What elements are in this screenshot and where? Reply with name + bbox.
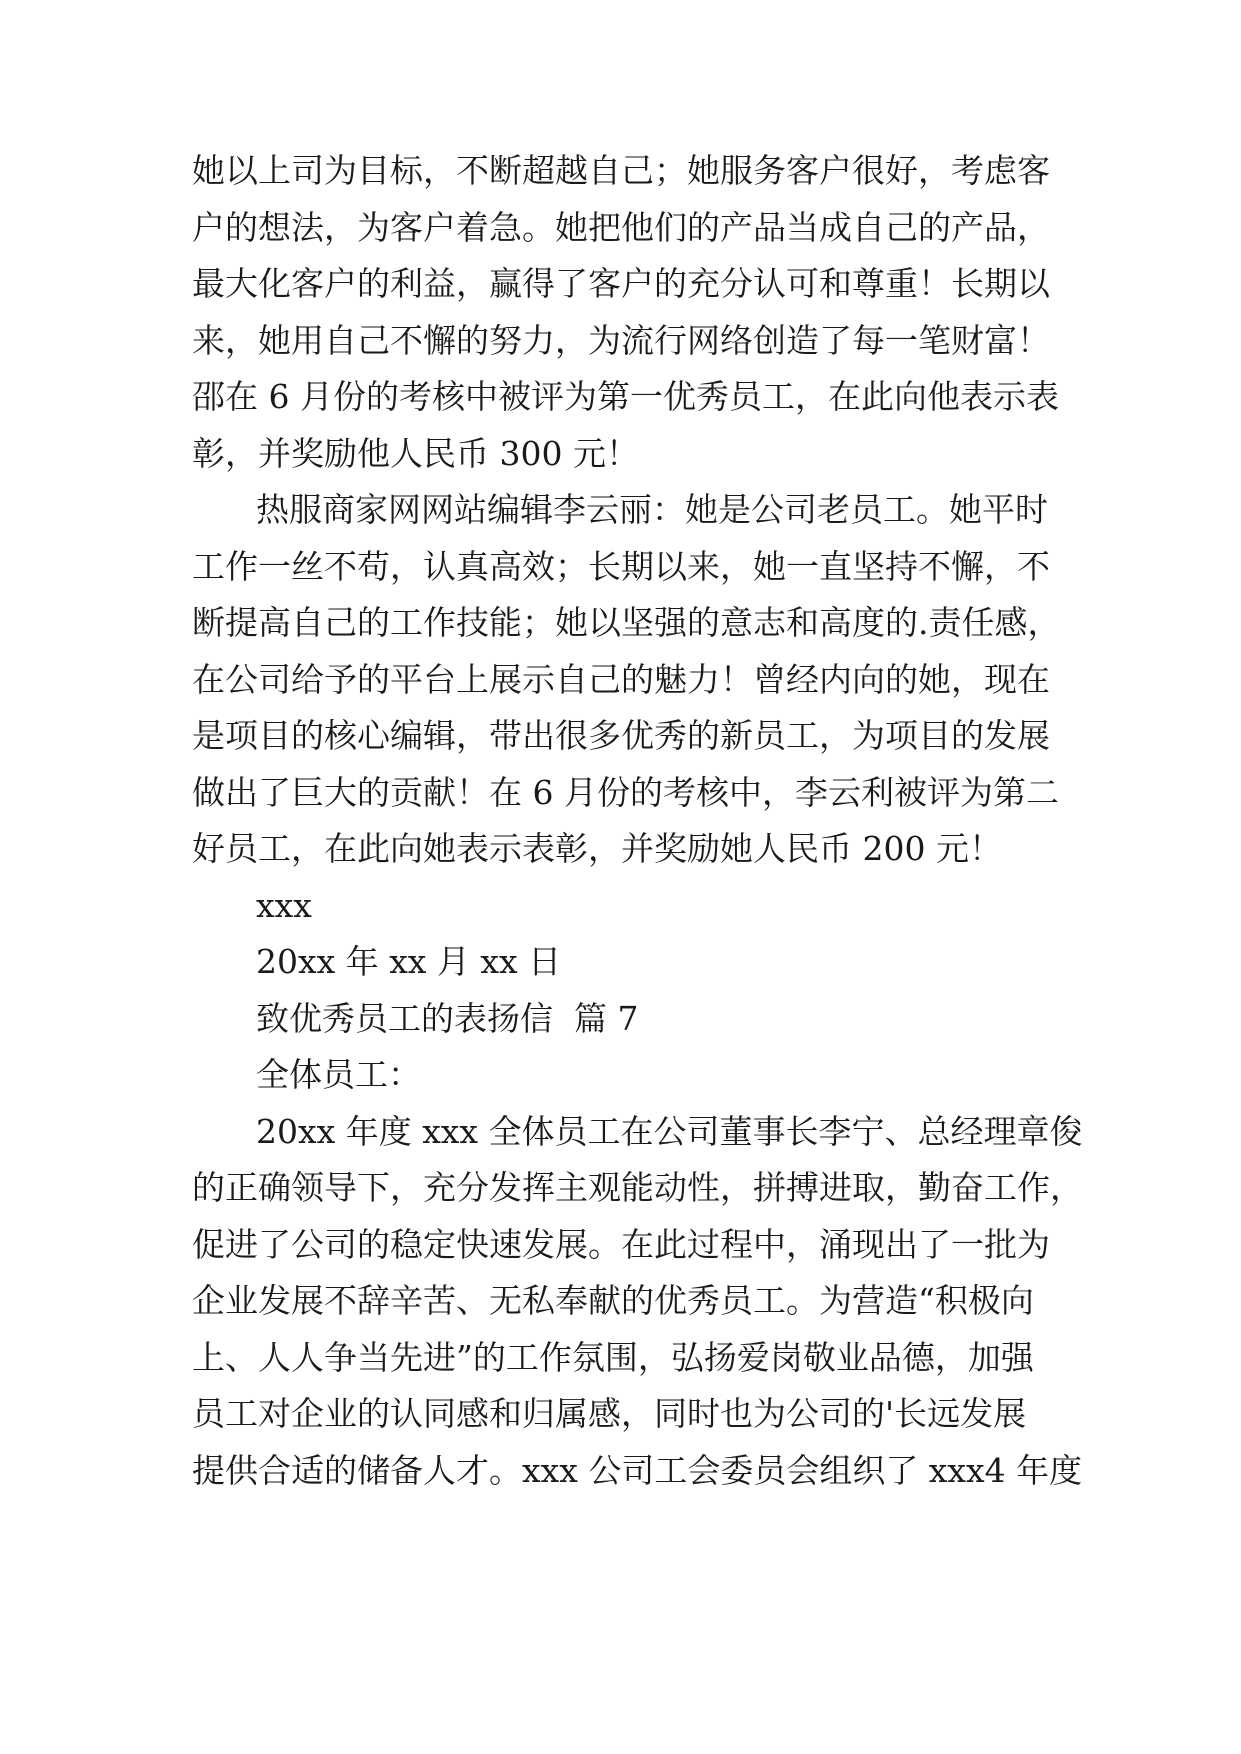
paragraph-2-line-7: 好员工，在此向她表示表彰，并奖励她人民币 200 元！ [192,829,1002,868]
section-title: 致优秀员工的表扬信 篇 7 [256,999,639,1038]
paragraph-2-line-2: 工作一丝不苟，认真高效；长期以来，她一直坚持不懈，不 [192,547,1050,586]
paragraph-2-line-3: 断提高自己的工作技能；她以坚强的意志和高度的.责任感， [192,603,1061,642]
paragraph-3-line-7: 提供合适的储备人才。xxx 公司工会委员会组织了 xxx4 年度 [192,1451,1083,1490]
paragraph-1-line-1: 她以上司为目标，不断超越自己；她服务客户很好，考虑客 [192,151,1050,190]
paragraph-3-line-2: 的正确领导下，充分发挥主观能动性，拼搏进取，勤奋工作， [192,1168,1083,1207]
paragraph-3-line-1: 20xx 年度 xxx 全体员工在公司董事长李宁、总经理章俊 [256,1112,1083,1151]
paragraph-2-line-1: 热服商家网网站编辑李云丽：她是公司老员工。她平时 [256,490,1048,529]
paragraph-2-line-4: 在公司给予的平台上展示自己的魅力！曾经内向的她，现在 [192,660,1050,699]
paragraph-3-line-5: 上、人人争当先进”的工作氛围，弘扬爱岗敬业品德，加强 [192,1338,1034,1377]
paragraph-1-line-3: 最大化客户的利益，赢得了客户的充分认可和尊重！长期以 [192,264,1050,303]
signature: xxx [256,886,312,925]
salutation: 全体员工： [256,1055,421,1094]
paragraph-1-line-6: 彰，并奖励他人民币 300 元！ [192,434,639,473]
paragraph-1-line-4: 来，她用自己不懈的努力，为流行网络创造了每一笔财富！ [192,321,1050,360]
paragraph-1-line-2: 户的想法，为客户着急。她把他们的产品当成自己的产品， [192,208,1050,247]
paragraph-3-line-4: 企业发展不辞辛苦、无私奉献的优秀员工。为营造“积极向 [192,1281,1034,1320]
paragraph-1-line-5: 邵在 6 月份的考核中被评为第一优秀员工，在此向他表示表 [192,377,1059,416]
paragraph-3-line-3: 促进了公司的稳定快速发展。在此过程中，涌现出了一批为 [192,1225,1050,1264]
paragraph-3-line-6: 员工对企业的认同感和归属感，同时也为公司的'长远发展 [192,1394,1027,1433]
date: 20xx 年 xx 月 xx 日 [256,942,562,981]
paragraph-2-line-5: 是项目的核心编辑，带出很多优秀的新员工，为项目的发展 [192,716,1050,755]
paragraph-2-line-6: 做出了巨大的贡献！在 6 月份的考核中，李云利被评为第二 [192,773,1059,812]
